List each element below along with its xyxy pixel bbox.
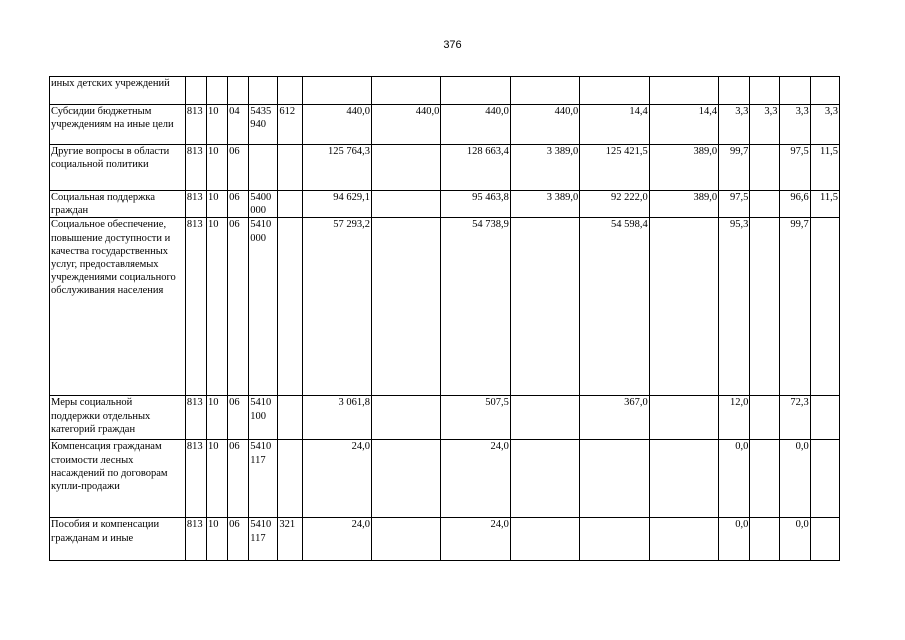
section-code-cell: 10 xyxy=(206,218,227,396)
amount-cell: 94 629,1 xyxy=(302,191,371,218)
amount-cell: 389,0 xyxy=(649,191,718,218)
article-code-cell xyxy=(249,145,278,191)
amount-cell: 0,0 xyxy=(779,518,810,561)
table-row xyxy=(50,145,840,191)
amount-cell: 367,0 xyxy=(580,396,649,440)
amount-cell: 54 738,9 xyxy=(441,218,510,396)
subsection-code-cell: 06 xyxy=(228,191,249,218)
table-row xyxy=(50,440,840,518)
subsection-code-cell: 06 xyxy=(228,440,249,518)
expense-type-cell xyxy=(278,396,302,440)
amount-cell xyxy=(510,218,579,396)
amount-cell: 54 598,4 xyxy=(580,218,649,396)
amount-cell: 0,0 xyxy=(719,518,750,561)
expense-type-cell xyxy=(278,440,302,518)
article-code-cell: 5410 117 xyxy=(249,518,278,561)
admin-code-cell: 813 xyxy=(185,105,206,145)
article-code-cell: 5400 000 xyxy=(249,191,278,218)
admin-code-cell: 813 xyxy=(185,191,206,218)
amount-cell xyxy=(371,77,440,105)
table-row xyxy=(50,218,840,396)
amount-cell xyxy=(779,77,810,105)
amount-cell: 3 389,0 xyxy=(510,145,579,191)
amount-cell: 440,0 xyxy=(441,105,510,145)
item-name-cell: Пособия и компенсации гражданам и иные xyxy=(50,518,186,561)
amount-cell: 72,3 xyxy=(779,396,810,440)
table-body xyxy=(50,77,840,561)
article-code-cell xyxy=(249,77,278,105)
section-code-cell: 10 xyxy=(206,191,227,218)
amount-cell xyxy=(649,396,718,440)
amount-cell: 3,3 xyxy=(779,105,810,145)
amount-cell: 99,7 xyxy=(779,218,810,396)
amount-cell: 0,0 xyxy=(719,440,750,518)
admin-code-cell: 813 xyxy=(185,396,206,440)
amount-cell xyxy=(750,396,779,440)
table-row xyxy=(50,396,840,440)
amount-cell xyxy=(719,77,750,105)
expense-type-cell xyxy=(278,191,302,218)
section-code-cell: 10 xyxy=(206,518,227,561)
item-name-cell: Меры социальной поддержки отдельных категорий граждан xyxy=(50,396,186,440)
table-row xyxy=(50,77,840,105)
amount-cell: 3 061,8 xyxy=(302,396,371,440)
expense-type-cell xyxy=(278,77,302,105)
amount-cell xyxy=(510,77,579,105)
item-name-cell: Компенсация гражданам стоимости лесных насаждений по договорам купли-продажи xyxy=(50,440,186,518)
amount-cell: 125 764,3 xyxy=(302,145,371,191)
amount-cell: 440,0 xyxy=(371,105,440,145)
amount-cell: 57 293,2 xyxy=(302,218,371,396)
admin-code-cell: 813 xyxy=(185,440,206,518)
table-row xyxy=(50,191,840,218)
amount-cell: 97,5 xyxy=(779,145,810,191)
amount-cell xyxy=(580,518,649,561)
amount-cell: 3,3 xyxy=(719,105,750,145)
amount-cell: 11,5 xyxy=(810,145,839,191)
section-code-cell: 10 xyxy=(206,396,227,440)
amount-cell: 3,3 xyxy=(810,105,839,145)
amount-cell: 95 463,8 xyxy=(441,191,510,218)
amount-cell xyxy=(441,77,510,105)
amount-cell xyxy=(371,218,440,396)
amount-cell xyxy=(649,518,718,561)
amount-cell: 24,0 xyxy=(302,518,371,561)
expense-type-cell: 612 xyxy=(278,105,302,145)
admin-code-cell: 813 xyxy=(185,145,206,191)
amount-cell xyxy=(750,145,779,191)
amount-cell: 3,3 xyxy=(750,105,779,145)
amount-cell: 24,0 xyxy=(302,440,371,518)
amount-cell xyxy=(810,396,839,440)
article-code-cell: 5435 940 xyxy=(249,105,278,145)
admin-code-cell: 813 xyxy=(185,218,206,396)
amount-cell: 92 222,0 xyxy=(580,191,649,218)
section-code-cell: 10 xyxy=(206,145,227,191)
amount-cell: 440,0 xyxy=(510,105,579,145)
admin-code-cell: 813 xyxy=(185,518,206,561)
subsection-code-cell: 06 xyxy=(228,218,249,396)
article-code-cell: 5410 100 xyxy=(249,396,278,440)
amount-cell: 440,0 xyxy=(302,105,371,145)
amount-cell xyxy=(580,77,649,105)
amount-cell xyxy=(649,77,718,105)
amount-cell: 24,0 xyxy=(441,518,510,561)
section-code-cell: 10 xyxy=(206,440,227,518)
item-name-cell: Другие вопросы в области социальной политики xyxy=(50,145,186,191)
amount-cell: 125 421,5 xyxy=(580,145,649,191)
item-name-cell: Социальная поддержка граждан xyxy=(50,191,186,218)
amount-cell xyxy=(371,396,440,440)
amount-cell xyxy=(371,518,440,561)
expense-type-cell xyxy=(278,145,302,191)
subsection-code-cell xyxy=(228,77,249,105)
subsection-code-cell: 04 xyxy=(228,105,249,145)
amount-cell xyxy=(750,440,779,518)
item-name-cell: Субсидии бюджетным учреждениям на иные цели xyxy=(50,105,186,145)
amount-cell xyxy=(750,191,779,218)
amount-cell: 99,7 xyxy=(719,145,750,191)
expense-type-cell: 321 xyxy=(278,518,302,561)
page-number: 376 xyxy=(443,39,462,51)
amount-cell xyxy=(750,518,779,561)
amount-cell xyxy=(649,218,718,396)
amount-cell xyxy=(371,191,440,218)
item-name-cell: Социальное обеспечение, повышение доступности и качества государственных услуг, предоставляемых учреждениями социального обслуживания населения xyxy=(50,218,186,396)
article-code-cell: 5410 000 xyxy=(249,218,278,396)
budget-table xyxy=(49,76,840,561)
amount-cell: 507,5 xyxy=(441,396,510,440)
amount-cell: 11,5 xyxy=(810,191,839,218)
article-code-cell: 5410 117 xyxy=(249,440,278,518)
amount-cell: 0,0 xyxy=(779,440,810,518)
amount-cell xyxy=(750,77,779,105)
amount-cell: 389,0 xyxy=(649,145,718,191)
table-row xyxy=(50,518,840,561)
section-code-cell xyxy=(206,77,227,105)
amount-cell xyxy=(810,218,839,396)
amount-cell xyxy=(580,440,649,518)
amount-cell xyxy=(371,145,440,191)
subsection-code-cell: 06 xyxy=(228,396,249,440)
subsection-code-cell: 06 xyxy=(228,145,249,191)
amount-cell xyxy=(810,518,839,561)
amount-cell xyxy=(510,518,579,561)
amount-cell: 12,0 xyxy=(719,396,750,440)
amount-cell: 96,6 xyxy=(779,191,810,218)
amount-cell xyxy=(810,77,839,105)
amount-cell: 3 389,0 xyxy=(510,191,579,218)
amount-cell xyxy=(302,77,371,105)
amount-cell xyxy=(371,440,440,518)
amount-cell: 128 663,4 xyxy=(441,145,510,191)
amount-cell: 24,0 xyxy=(441,440,510,518)
amount-cell: 97,5 xyxy=(719,191,750,218)
amount-cell xyxy=(510,396,579,440)
amount-cell xyxy=(510,440,579,518)
amount-cell: 14,4 xyxy=(649,105,718,145)
table-row xyxy=(50,105,840,145)
expense-type-cell xyxy=(278,218,302,396)
admin-code-cell xyxy=(185,77,206,105)
amount-cell: 95,3 xyxy=(719,218,750,396)
section-code-cell: 10 xyxy=(206,105,227,145)
amount-cell: 14,4 xyxy=(580,105,649,145)
amount-cell xyxy=(750,218,779,396)
amount-cell xyxy=(649,440,718,518)
subsection-code-cell: 06 xyxy=(228,518,249,561)
item-name-cell: иных детских учреждений xyxy=(50,77,186,105)
amount-cell xyxy=(810,440,839,518)
